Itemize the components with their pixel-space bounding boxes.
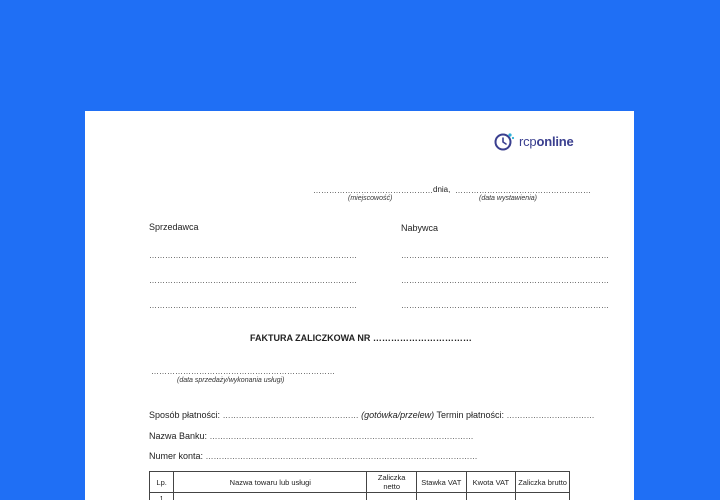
row-cell (416, 493, 466, 500)
date-hint: (data wystawienia) (479, 195, 537, 202)
bank-label: Nazwa Banku: (149, 431, 208, 441)
col-lp: Lp. (150, 472, 174, 493)
row-cell (466, 493, 516, 500)
table-header-row (150, 472, 570, 493)
account-dots: ………………………………………………………………………………………… (205, 452, 478, 461)
row-cell (516, 493, 570, 500)
payment-method-options: (gotówka/przelew) (361, 410, 435, 420)
bank-dots: ……………………………………………………………………………………… (209, 432, 474, 441)
row-cell (367, 493, 417, 500)
account-row (149, 451, 478, 461)
buyer-line: …………………………………………………………………… (401, 301, 609, 310)
invoice-title: FAKTURA ZALICZKOWA NR …………………………… (250, 333, 472, 343)
row-lp: 1 (150, 493, 174, 500)
date-word: dnia, (433, 185, 451, 194)
invoice-document (85, 111, 634, 500)
payment-method-dots: …………………………………………… (222, 411, 359, 420)
sale-date-hint: (data sprzedaży/wykonania usługi) (177, 377, 285, 384)
payment-term-label: Termin płatności: (436, 410, 504, 420)
seller-line: …………………………………………………………………… (149, 276, 357, 285)
table-row (150, 493, 570, 500)
row-cell (174, 493, 367, 500)
bank-row (149, 431, 474, 441)
col-gross: Zaliczka brutto (516, 472, 570, 493)
buyer-label: Nabywca (401, 223, 439, 233)
place-dots: ……………………………………… (313, 186, 433, 195)
payment-method-row (149, 410, 595, 420)
items-table (149, 471, 570, 500)
sale-date-dots: …………………………………………………………… (151, 367, 335, 376)
col-vat-amount: Kwota VAT (466, 472, 516, 493)
buyer-line: …………………………………………………………………… (401, 251, 609, 260)
col-net: Zaliczka netto (367, 472, 417, 493)
rcponline-logo (493, 131, 574, 151)
seller-line: …………………………………………………………………… (149, 251, 357, 260)
col-vat-rate: Stawka VAT (416, 472, 466, 493)
col-name: Nazwa towaru lub usługi (174, 472, 367, 493)
payment-term-dots: …………………………… (506, 411, 595, 420)
logo-text: rcponline (519, 133, 574, 149)
place-hint: (miejscowość) (348, 195, 393, 202)
buyer-line: …………………………………………………………………… (401, 276, 609, 285)
seller-line: …………………………………………………………………… (149, 301, 357, 310)
payment-method-label: Sposób płatności: (149, 410, 221, 420)
seller-label: Sprzedawca (149, 222, 199, 232)
date-dots: …………………………………………… (455, 186, 591, 195)
account-label: Numer konta: (149, 451, 204, 461)
clock-icon (493, 131, 515, 151)
